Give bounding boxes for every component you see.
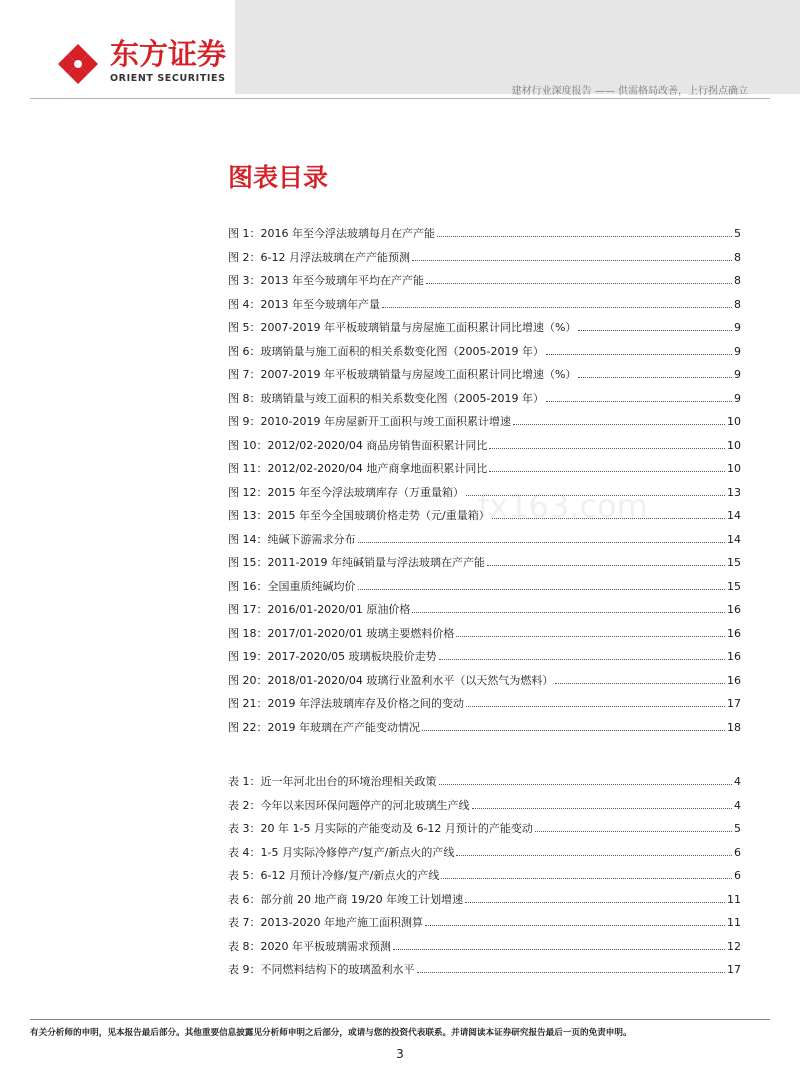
toc-label: 图 17：2016/01-2020/01 原油价格	[228, 603, 411, 616]
toc-label: 图 5：2007-2019 年平板玻璃销量与房屋施工面积累计同比增速（%）	[228, 321, 577, 334]
toc-leader	[465, 902, 725, 903]
toc-entry-figure-11[interactable]	[228, 457, 741, 481]
toc-page: 16	[727, 626, 741, 640]
figure-list	[228, 222, 741, 739]
toc-entry-figure-15[interactable]	[228, 551, 741, 575]
toc-page: 17	[727, 697, 741, 710]
toc-leader	[425, 925, 725, 926]
toc-page: 16	[727, 650, 741, 663]
toc-label: 表 3：20 年 1-5 月实际的产能变动及 6-12 月预计的产能变动	[228, 822, 533, 835]
toc-page: 6	[734, 869, 741, 882]
toc-entry-table-6[interactable]	[228, 888, 741, 912]
toc-page: 13	[727, 485, 741, 499]
toc-label: 图 6：玻璃销量与施工面积的相关系数变化图（2005-2019 年）	[228, 344, 544, 358]
toc-page: 12	[727, 939, 741, 953]
toc-entry-figure-20[interactable]	[228, 669, 741, 693]
toc-label: 表 7：2013-2020 年地产施工面积测算	[228, 916, 423, 929]
toc-leader	[412, 260, 732, 261]
toc-entry-figure-21[interactable]	[228, 692, 741, 716]
toc-label: 图 22：2019 年玻璃在产产能变动情况	[228, 720, 420, 734]
toc-label: 图 12：2015 年至今浮法玻璃库存（万重量箱）	[228, 485, 464, 499]
toc-label: 表 1：近一年河北出台的环境治理相关政策	[228, 775, 437, 788]
toc-page: 8	[734, 250, 741, 264]
toc-entry-table-1[interactable]	[228, 770, 741, 794]
toc-label: 图 18：2017/01-2020/01 玻璃主要燃料价格	[228, 626, 455, 640]
toc-page: 14	[727, 532, 741, 546]
toc-page: 11	[727, 892, 741, 906]
toc-page: 9	[734, 368, 741, 381]
toc-entry-figure-22[interactable]	[228, 716, 741, 740]
toc-leader	[456, 855, 732, 856]
toc-page: 8	[734, 297, 741, 311]
toc-entry-figure-17[interactable]	[228, 598, 741, 622]
toc-leader	[546, 401, 732, 402]
toc-label: 图 9：2010-2019 年房屋新开工面积与竣工面积累计增速	[228, 415, 511, 428]
toc-entry-figure-19[interactable]	[228, 645, 741, 669]
toc-leader	[456, 636, 725, 637]
toc-page: 11	[727, 916, 741, 929]
header-divider	[30, 98, 770, 99]
header-bar	[235, 0, 800, 94]
toc-entry-figure-12[interactable]	[228, 481, 741, 505]
toc-entry-figure-1[interactable]	[228, 222, 741, 246]
toc-page: 16	[727, 673, 741, 687]
orient-logo-icon	[58, 42, 98, 86]
toc-page: 15	[727, 556, 741, 569]
toc-label: 图 3：2013 年至今玻璃年平均在产产能	[228, 274, 424, 287]
toc-leader	[437, 236, 732, 237]
toc-leader	[393, 949, 725, 950]
toc-leader	[578, 330, 732, 331]
toc-entry-figure-9[interactable]	[228, 410, 741, 434]
toc-label: 表 5：6-12 月预计冷修/复产/新点火的产线	[228, 869, 440, 882]
toc-entry-table-2[interactable]	[228, 794, 741, 818]
toc-leader	[412, 612, 725, 613]
toc-leader	[466, 706, 725, 707]
brand-name-en: ORIENT SECURITIES	[110, 73, 226, 84]
toc-entry-figure-14[interactable]	[228, 528, 741, 552]
toc-leader	[439, 784, 733, 785]
toc-label: 表 2：今年以来因环保问题停产的河北玻璃生产线	[228, 798, 470, 812]
table-list	[228, 770, 741, 982]
header-subtitle: 建材行业深度报告 —— 供需格局改善，上行拐点确立	[511, 86, 748, 97]
page-number: 3	[396, 1047, 404, 1061]
toc-leader	[426, 283, 732, 284]
toc-leader	[546, 354, 732, 355]
toc-page: 10	[727, 415, 741, 428]
toc-label: 表 9：不同燃料结构下的玻璃盈利水平	[228, 963, 415, 976]
page-title: 图表目录	[228, 163, 329, 192]
toc-leader	[466, 495, 725, 496]
toc-leader	[578, 377, 732, 378]
toc-label: 图 8：玻璃销量与竣工面积的相关系数变化图（2005-2019 年）	[228, 391, 544, 405]
toc-page: 4	[734, 775, 741, 788]
toc-page: 5	[734, 822, 741, 835]
toc-label: 表 8：2020 年平板玻璃需求预测	[228, 939, 391, 953]
toc-leader	[555, 683, 725, 684]
disclaimer: 有关分析师的申明，见本报告最后部分。其他重要信息披露见分析师申明之后部分，或请与您的投资代表联系。并请阅读本证券研究报告最后一页的免责申明。	[30, 1028, 632, 1038]
toc-label: 图 10：2012/02-2020/04 商品房销售面积累计同比	[228, 438, 488, 452]
toc-entry-figure-18[interactable]	[228, 622, 741, 646]
toc-leader	[358, 589, 726, 590]
toc-leader	[535, 831, 732, 832]
toc-leader	[489, 471, 725, 472]
toc-entry-figure-13[interactable]	[228, 504, 741, 528]
toc-entry-figure-5[interactable]	[228, 316, 741, 340]
toc-page: 17	[727, 963, 741, 976]
toc-page: 16	[727, 603, 741, 616]
toc-entry-table-9[interactable]	[228, 958, 741, 982]
toc-page: 10	[727, 438, 741, 452]
toc-entry-figure-2[interactable]	[228, 246, 741, 270]
toc-entry-figure-10[interactable]	[228, 434, 741, 458]
toc-label: 图 7：2007-2019 年平板玻璃销量与房屋竣工面积累计同比增速（%）	[228, 368, 577, 381]
toc-page: 10	[727, 462, 741, 475]
toc-label: 图 19：2017-2020/05 玻璃板块股价走势	[228, 650, 437, 663]
toc-entry-table-5[interactable]	[228, 864, 741, 888]
toc-label: 图 4：2013 年至今玻璃年产量	[228, 297, 380, 311]
toc-page: 15	[727, 579, 741, 593]
toc-leader	[417, 972, 726, 973]
toc-page: 14	[727, 509, 741, 522]
toc-leader	[489, 448, 725, 449]
toc-label: 图 1：2016 年至今浮法玻璃每月在产产能	[228, 227, 435, 240]
toc-page: 8	[734, 274, 741, 287]
toc-label: 图 21：2019 年浮法玻璃库存及价格之间的变动	[228, 697, 464, 710]
toc-label: 图 13：2015 年至今全国玻璃价格走势（元/重量箱）	[228, 509, 490, 522]
toc-page: 9	[734, 344, 741, 358]
toc-label: 表 4：1-5 月实际冷修停产/复产/新点火的产线	[228, 845, 455, 859]
toc-page: 9	[734, 391, 741, 405]
toc-label: 图 15：2011-2019 年纯碱销量与浮法玻璃在产产能	[228, 556, 485, 569]
toc-leader	[487, 565, 725, 566]
toc-entry-figure-6[interactable]	[228, 340, 741, 364]
toc-entry-table-7[interactable]	[228, 911, 741, 935]
toc-entry-table-3[interactable]	[228, 817, 741, 841]
toc-entry-table-8[interactable]	[228, 935, 741, 959]
toc-leader	[439, 659, 725, 660]
toc-leader	[513, 424, 725, 425]
toc-label: 图 20：2018/01-2020/04 玻璃行业盈利水平（以天然气为燃料）	[228, 673, 554, 687]
toc-label: 图 16：全国重质纯碱均价	[228, 579, 356, 593]
toc-leader	[358, 542, 726, 543]
toc-leader	[441, 878, 732, 879]
toc-label: 表 6：部分前 20 地产商 19/20 年竣工计划增速	[228, 892, 464, 906]
brand-name-cn: 东方证券	[110, 37, 227, 71]
toc-leader	[492, 518, 725, 519]
toc-label: 图 14：纯碱下游需求分布	[228, 532, 356, 546]
toc-page: 6	[734, 845, 741, 859]
watermark: fx163.com	[478, 487, 648, 525]
toc-leader	[382, 307, 732, 308]
toc-leader	[422, 730, 725, 731]
toc-entry-figure-16[interactable]	[228, 575, 741, 599]
toc-page: 9	[734, 321, 741, 334]
toc-label: 图 11：2012/02-2020/04 地产商拿地面积累计同比	[228, 462, 488, 475]
toc-label: 图 2：6-12 月浮法玻璃在产产能预测	[228, 250, 410, 264]
toc-entry-figure-8[interactable]	[228, 387, 741, 411]
toc-entry-figure-4[interactable]	[228, 293, 741, 317]
toc-leader	[472, 808, 733, 809]
toc-entry-figure-7[interactable]	[228, 363, 741, 387]
toc-entry-table-4[interactable]	[228, 841, 741, 865]
footer-divider	[30, 1019, 770, 1020]
toc-page: 4	[734, 798, 741, 812]
toc-entry-figure-3[interactable]	[228, 269, 741, 293]
toc-page: 18	[727, 720, 741, 734]
toc-page: 5	[734, 227, 741, 240]
